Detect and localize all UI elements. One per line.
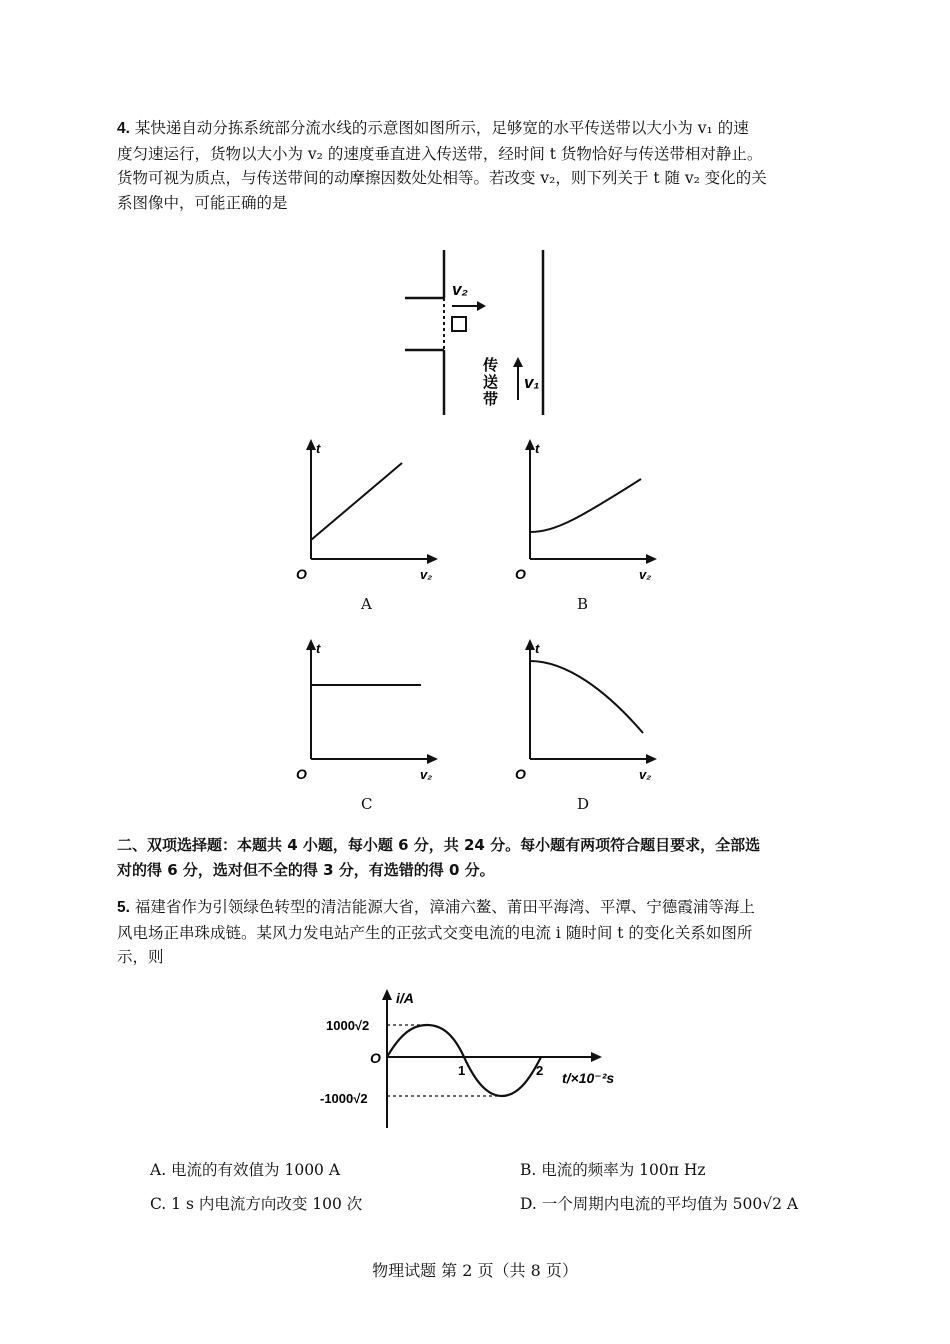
graph-a-caption: A bbox=[361, 595, 372, 613]
graph-a bbox=[292, 435, 447, 585]
graph-c bbox=[292, 635, 447, 785]
graph-d-caption: D bbox=[577, 795, 590, 813]
graph-b-curve bbox=[530, 479, 641, 532]
q4-line-3: 货物可视为质点，与传送带间的动摩擦因数处处相等。若改变 v₂，则下列关于 t 随 v₂ 变化的关 bbox=[117, 169, 767, 187]
graph-b-x-label: v₂ bbox=[639, 567, 652, 582]
graph-c-x-label: v₂ bbox=[420, 767, 433, 782]
belt-label-2: 送 bbox=[483, 374, 499, 391]
q5-x-label: t/×10⁻²s bbox=[562, 1070, 615, 1086]
q5-y-label: i/A bbox=[396, 990, 414, 1006]
graph-d-x-label: v₂ bbox=[639, 767, 652, 782]
conveyor-diagram bbox=[400, 240, 560, 420]
q5-line-1: 5. 福建省作为引领绿色转型的清洁能源大省，漳浦六鳌、莆田平海湾、平潭、宁德霞浦等海上 bbox=[117, 898, 755, 916]
page-footer: 物理试题 第 2 页（共 8 页） bbox=[372, 1261, 578, 1280]
q5-y-min-label: -1000√2 bbox=[320, 1091, 368, 1106]
section2-line-1: 二、双项选择题：本题共 4 小题，每小题 6 分，共 24 分。每小题有两项符合题目要求，全部选 bbox=[117, 836, 761, 854]
section2-header bbox=[117, 833, 837, 882]
v2-arrow-icon bbox=[477, 301, 486, 311]
q5-y-max-label: 1000√2 bbox=[326, 1018, 370, 1033]
q5-option-c[interactable]: C. 1 s 内电流方向改变 100 次 bbox=[150, 1195, 363, 1213]
q4-line-2: 度匀速运行，货物以大小为 v₂ 的速度垂直进入传送带，经时间 t 货物恰好与传送带相对静止。 bbox=[117, 144, 763, 163]
section2-line-2: 对的得 6 分，选对但不全的得 3 分，有选错的得 0 分。 bbox=[117, 860, 495, 879]
q5-option-d[interactable]: D. 一个周期内电流的平均值为 500√2 A bbox=[520, 1195, 799, 1213]
q5-origin: O bbox=[370, 1050, 381, 1066]
q4-line-1: 4. 某快递自动分拣系统部分流水线的示意图如图所示，足够宽的水平传送带以大小为 v₁ 的速 bbox=[117, 119, 749, 137]
q5-number: 5. bbox=[117, 899, 130, 916]
graph-c-y-label: t bbox=[316, 641, 321, 656]
graph-b-origin: O bbox=[515, 566, 526, 582]
q5-x-tick-2: 2 bbox=[536, 1063, 544, 1078]
q5-line-3: 示，则 bbox=[117, 948, 164, 966]
graph-d-curve bbox=[530, 661, 643, 733]
graph-d-y-label: t bbox=[535, 641, 540, 656]
q5-current-graph bbox=[310, 983, 655, 1133]
cargo-box bbox=[452, 317, 466, 331]
v1-arrow-icon bbox=[513, 357, 523, 367]
q4-line-4: 系图像中，可能正确的是 bbox=[117, 193, 288, 212]
v2-label: v₂ bbox=[452, 280, 468, 299]
q5-text bbox=[117, 895, 837, 970]
belt-label-1: 传 bbox=[483, 357, 499, 374]
graph-b-y-label: t bbox=[535, 441, 540, 456]
belt-label-3: 带 bbox=[483, 391, 499, 408]
graph-c-caption: C bbox=[361, 795, 373, 813]
q5-x-tick-1: 1 bbox=[458, 1063, 466, 1078]
q4-text bbox=[117, 116, 837, 215]
graph-d-origin: O bbox=[515, 766, 526, 782]
q4-number: 4. bbox=[117, 120, 130, 137]
graph-d bbox=[511, 635, 666, 785]
graph-a-origin: O bbox=[296, 566, 307, 582]
graph-a-x-label: v₂ bbox=[420, 567, 433, 582]
q5-sine-curve bbox=[387, 1025, 544, 1096]
graph-a-curve bbox=[311, 463, 402, 540]
graph-a-y-label: t bbox=[316, 441, 321, 456]
graph-c-origin: O bbox=[296, 766, 307, 782]
graph-b bbox=[511, 435, 666, 585]
q5-option-a[interactable]: A. 电流的有效值为 1000 A bbox=[150, 1161, 341, 1179]
v1-label: v₁ bbox=[524, 373, 540, 392]
q5-option-b[interactable]: B. 电流的频率为 100π Hz bbox=[520, 1161, 706, 1179]
q5-line-2: 风电场正串珠成链。某风力发电站产生的正弦式交变电流的电流 i 随时间 t 的变化关系如图所 bbox=[117, 923, 753, 942]
graph-b-caption: B bbox=[577, 595, 589, 613]
